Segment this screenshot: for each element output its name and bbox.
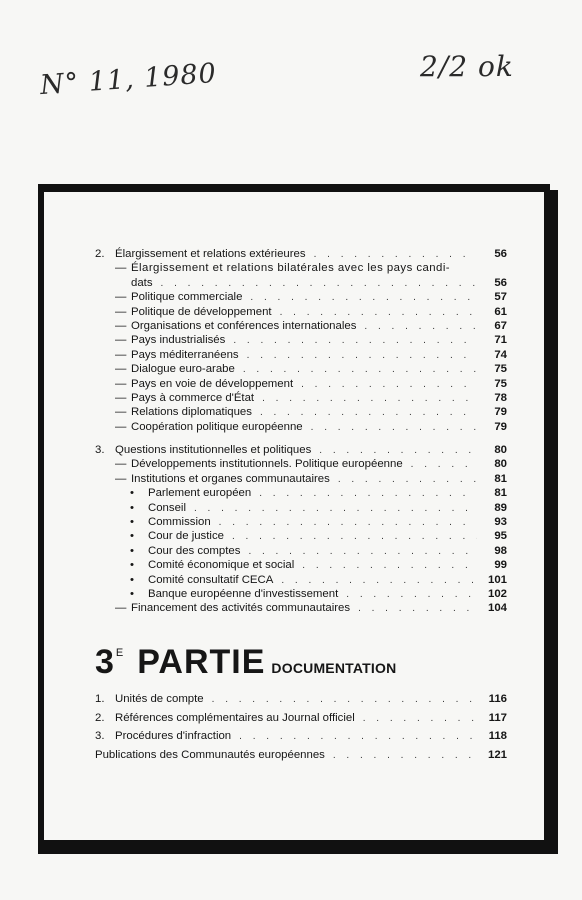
page-number: 98 <box>494 544 507 557</box>
dash-marker: — <box>115 420 127 433</box>
page-number: 104 <box>487 602 507 615</box>
documentation-entry <box>95 727 507 746</box>
leader-dots <box>311 421 477 435</box>
toc-entry <box>95 501 507 515</box>
leader-dots <box>243 363 477 377</box>
toc-entry <box>95 486 507 500</box>
toc-entry <box>95 261 507 275</box>
bullet-marker: • <box>130 573 134 586</box>
page-number: 81 <box>494 487 507 500</box>
toc-entry <box>95 457 507 471</box>
page-number: 81 <box>494 472 507 485</box>
page-number: 61 <box>494 305 507 318</box>
entry-label: Coopération politique européenne <box>131 420 303 433</box>
page-number: 80 <box>494 444 507 457</box>
leader-dots <box>301 378 477 392</box>
toc-entry <box>95 333 507 347</box>
bullet-marker: • <box>130 530 134 543</box>
dash-marker: — <box>115 377 127 390</box>
page-number: 57 <box>494 291 507 304</box>
toc-entry <box>95 305 507 319</box>
leader-dots <box>314 248 477 262</box>
leader-dots <box>239 728 477 747</box>
toc-entry <box>95 405 507 419</box>
leader-dots <box>338 473 477 487</box>
entry-label: Élargissement et relations bilatérales avec les pays candi- <box>131 262 451 275</box>
entry-label: Cour des comptes <box>148 544 241 557</box>
leader-dots <box>259 487 477 501</box>
entry-label: Unités de compte <box>115 693 204 705</box>
page-number: 79 <box>494 406 507 419</box>
leader-dots <box>280 306 477 320</box>
toc-entry <box>95 391 507 405</box>
toc-entry <box>95 247 507 261</box>
entry-number: 1. <box>95 693 105 705</box>
documentation-contents <box>95 690 507 764</box>
dash-marker: — <box>115 348 127 361</box>
entry-label: Politique de développement <box>131 305 272 318</box>
part-number: 3 <box>95 643 115 681</box>
entry-label: Pays en voie de développement <box>131 377 294 390</box>
part-word: PARTIE <box>137 643 266 681</box>
handwritten-issue-note: N° 11, 1980 <box>39 57 218 102</box>
toc-entry <box>95 377 507 391</box>
entry-label: Développements institutionnels. Politique européenne <box>131 458 403 471</box>
table-of-contents <box>95 247 507 616</box>
dash-marker: — <box>115 406 127 419</box>
entry-label: Questions institutionnelles et politiques <box>115 444 312 457</box>
toc-entry <box>95 529 507 543</box>
leader-dots <box>411 458 477 472</box>
leader-dots <box>233 334 477 348</box>
part-heading <box>95 643 396 683</box>
toc-entry <box>95 601 507 615</box>
entry-label: Comité économique et social <box>148 559 295 572</box>
bullet-marker: • <box>130 487 134 500</box>
entry-label: Parlement européen <box>148 487 252 500</box>
toc-entry <box>95 544 507 558</box>
entry-label: Organisations et conférences internationales <box>131 319 357 332</box>
section-number: 3. <box>95 444 105 457</box>
dash-marker: — <box>115 472 127 485</box>
entry-label: Financement des activités communautaires <box>131 602 351 615</box>
leader-dots <box>363 710 477 729</box>
page-number: 56 <box>494 276 507 289</box>
entry-label-continuation: dats <box>131 276 153 289</box>
leader-dots <box>364 320 477 334</box>
entry-label: Élargissement et relations extérieures <box>115 248 306 260</box>
leader-dots <box>161 277 477 291</box>
page-number: 71 <box>494 334 507 347</box>
dash-marker: — <box>115 363 127 376</box>
part-number-suffix: E <box>115 647 124 659</box>
leader-dots <box>212 691 477 710</box>
page-number: 75 <box>494 377 507 390</box>
toc-entry <box>95 515 507 529</box>
page-number: 89 <box>494 501 507 514</box>
leader-dots <box>346 588 477 602</box>
leader-dots <box>219 516 477 530</box>
section-number: 2. <box>95 248 105 260</box>
leader-dots <box>319 444 477 458</box>
dash-marker: — <box>115 334 127 347</box>
page-number: 74 <box>494 348 507 361</box>
entry-label: Commission <box>148 516 211 529</box>
page-number: 118 <box>488 730 507 742</box>
toc-entry <box>95 362 507 376</box>
page-number: 93 <box>494 516 507 529</box>
entry-label: Cour de justice <box>148 530 224 543</box>
leader-dots <box>232 530 477 544</box>
page-number: 75 <box>494 363 507 376</box>
leader-dots <box>250 291 477 305</box>
page-number: 116 <box>488 693 507 705</box>
leader-dots <box>248 545 477 559</box>
part-subtitle: DOCUMENTATION <box>271 660 397 676</box>
toc-entry <box>95 319 507 333</box>
documentation-entry <box>95 690 507 709</box>
entry-label: Références complémentaires au Journal officiel <box>115 711 355 724</box>
entry-label: Pays méditerranéens <box>131 348 239 361</box>
bullet-marker: • <box>130 559 134 572</box>
leader-dots <box>281 574 477 588</box>
page-number: 95 <box>494 530 507 543</box>
bullet-marker: • <box>130 587 134 600</box>
leader-dots <box>333 747 477 766</box>
leader-dots <box>358 602 477 616</box>
bullet-marker: • <box>130 516 134 529</box>
bullet-marker: • <box>130 501 134 514</box>
handwritten-check-note: 2/2 ok <box>420 50 514 83</box>
dash-marker: — <box>115 305 127 318</box>
dash-marker: — <box>115 602 127 615</box>
entry-label: Conseil <box>148 501 186 514</box>
page-number: 101 <box>487 573 507 586</box>
documentation-entry <box>95 709 507 728</box>
entry-number: 2. <box>95 711 105 724</box>
dash-marker: — <box>115 262 127 275</box>
toc-entry <box>95 573 507 587</box>
toc-entry <box>95 558 507 572</box>
toc-entry <box>95 587 507 601</box>
bullet-marker: • <box>130 544 134 557</box>
entry-label: Publications des Communautés européennes <box>95 748 325 761</box>
entry-number: 3. <box>95 730 105 742</box>
entry-label: Dialogue euro-arabe <box>131 363 235 376</box>
page-number: 78 <box>494 391 507 404</box>
page-number: 56 <box>494 248 507 260</box>
leader-dots <box>262 392 477 406</box>
entry-label: Pays industrialisés <box>131 334 226 347</box>
entry-label: Institutions et organes communautaires <box>131 472 330 485</box>
page-number: 117 <box>488 711 507 724</box>
page-number: 80 <box>494 458 507 471</box>
entry-label: Comité consultatif CECA <box>148 573 274 586</box>
leader-dots <box>302 559 477 573</box>
toc-entry <box>95 420 507 434</box>
toc-entry <box>95 443 507 457</box>
toc-entry-continuation <box>95 276 507 290</box>
toc-entry <box>95 348 507 362</box>
entry-label: Politique commerciale <box>131 291 243 304</box>
page-number: 102 <box>487 587 507 600</box>
dash-marker: — <box>115 291 127 304</box>
page-number: 121 <box>487 748 507 761</box>
leader-dots <box>247 349 477 363</box>
frame-shadow-bottom <box>38 840 558 854</box>
page-number: 67 <box>494 319 507 332</box>
page-number: 99 <box>494 559 507 572</box>
leader-dots <box>194 502 477 516</box>
entry-label: Pays à commerce d'État <box>131 391 255 404</box>
entry-label: Relations diplomatiques <box>131 406 252 419</box>
leader-dots <box>260 406 477 420</box>
page-number: 79 <box>494 420 507 433</box>
frame-shadow-right <box>544 190 558 854</box>
dash-marker: — <box>115 319 127 332</box>
toc-entry <box>95 472 507 486</box>
dash-marker: — <box>115 458 127 471</box>
entry-label: Banque européenne d'investissement <box>148 587 339 600</box>
dash-marker: — <box>115 391 127 404</box>
entry-label: Procédures d'infraction <box>115 730 232 742</box>
documentation-entry <box>95 746 507 765</box>
toc-entry <box>95 290 507 304</box>
